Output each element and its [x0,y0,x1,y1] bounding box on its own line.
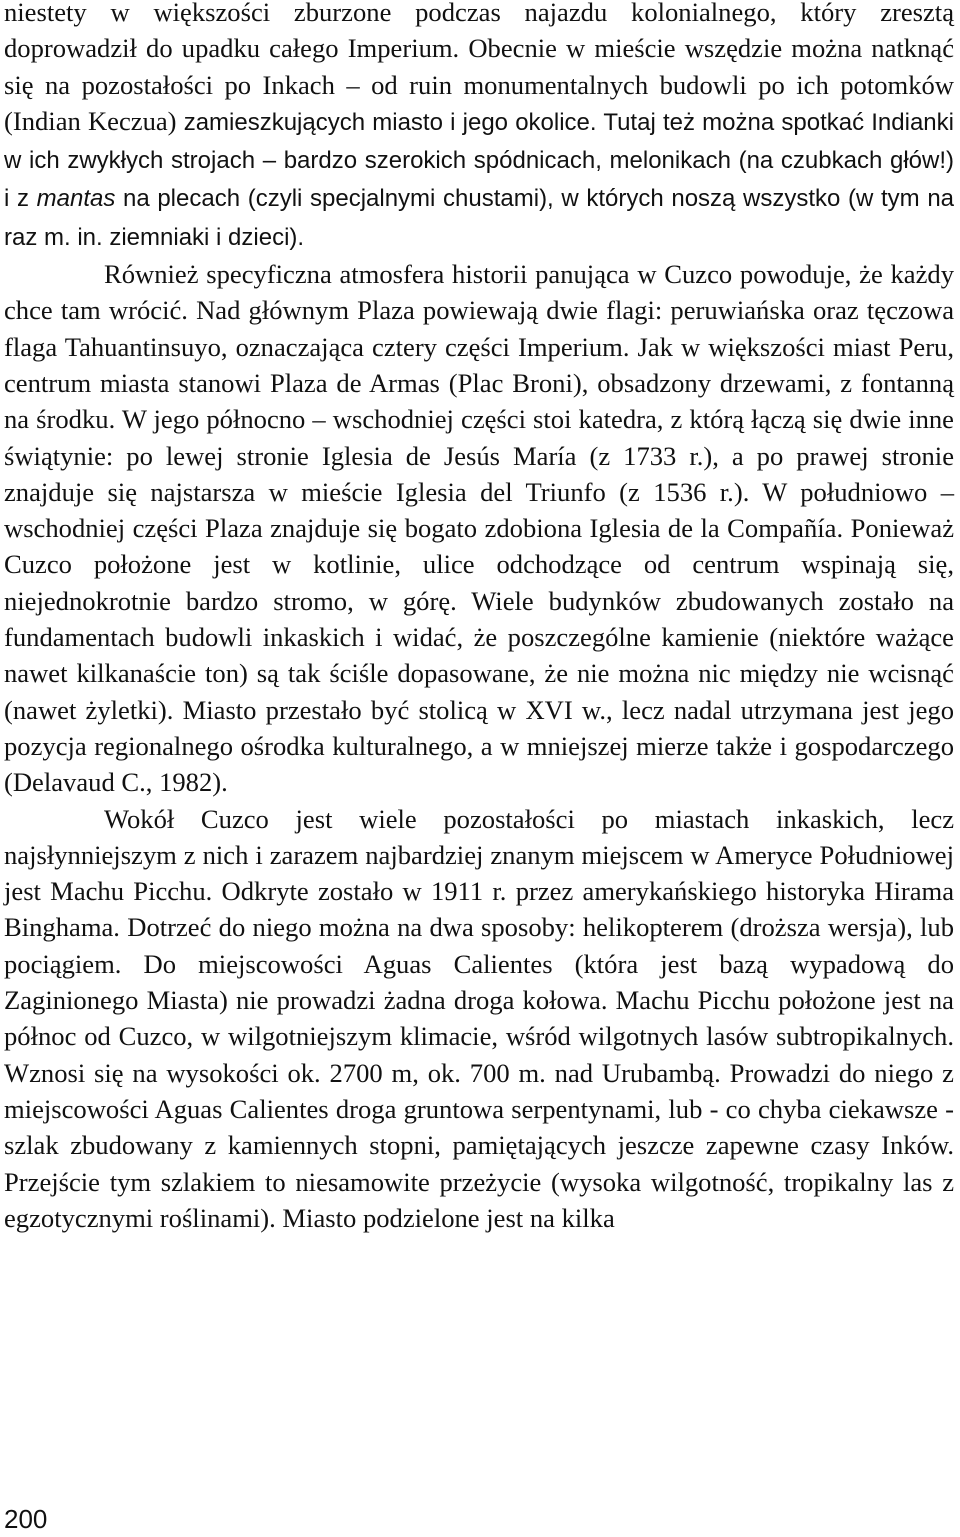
paragraph-1-italic-term: mantas [36,185,116,213]
paragraph-3-text: Wokół Cuzco jest wiele pozostałości po miastach inkaskich, lecz najsłynniejszym z nich i zarazem najbardziej znanym miejscem w Ameryce Południowej jest Machu Picchu. Odkryte zostało w 1911 r. przez amerykańskiego historyka Hirama Binghama. Dotrzeć do niego można na dwa sposoby: helikopterem (droższa wersja), lub pociągiem. Do miejscowości Aguas Calientes (która jest bazą wypadową do Zaginionego Miasta) nie prowadzi żadna droga kołowa. Machu Picchu położone jest na północ od Cuzco, w wilgotniejszym klimacie, wśród wilgotnych lasów subtropikalnych. Wznosi się na wysokości ok. 2700 m, ok. 700 m. nad Urubambą. Prowadzi do niego z miejscowości Aguas Calientes droga gruntowa serpentynami, lub - co chyba ciekawsze - szlak zbudowany z kamiennych stopni, pamiętających jeszcze zapewne czasy Inków. Przejście tym szlakiem to niesamowite przeżycie (wysoka wilgotność, tropikalny las z egzotycznymi roślinami). Miasto podzielone jest na kilka [4,803,954,1233]
paragraph-2-text: Również specyficzna atmosfera historii panująca w Cuzco powoduje, że każdy chce tam wrócić. Nad głównym Plaza powiewają dwie flagi: peruwiańska oraz tęczowa flaga Tahuantinsuyo, oznaczająca cztery części Imperium. Jak w większości miast Peru, centrum miasta stanowi Plaza de Armas (Plac Broni), obsadzony drzewami, z fontanną na środku. W jego północno – wschodniej części stoi katedra, z którą łączą się dwie inne świątynie: po lewej stronie Iglesia de Jesús María (z 1733 r.), a po prawej stronie znajduje się najstarsza w mieście Iglesia del Triunfo (z 1536 r.). W południowo – wschodniej części Plaza znajduje się bogato zdobiona Iglesia de la Compañía. Ponieważ Cuzco położone jest w kotlinie, ulice odchodzące od centrum wspinają się, niejednokrotnie bardzo stromo, w górę. Wiele budynków zbudowanych zostało na fundamentach budowli inkaskich i widać, że poszczególne kamienie (niektóre ważące nawet kilkanaście ton) są tak ściśle dopasowane, że nie można nic między nie wcisnąć (nawet żyletki). Miasto przestało być stolicą w XVI w., lecz nadal utrzymana jest jego pozycja regionalnego ośrodka kulturalnego, a w mniejszej mierze także i gospodarczego (Delavaud C., 1982). [4,259,954,798]
paragraph-1-segment-4: na plecach (czyli specjalnymi chustami), w których noszą wszystko (w tym na raz m. in. ziemniaki i dzieci). [4,185,955,251]
paragraph-1-segment-1: niestety w większości zburzone podczas najazdu kolonialnego, który zresztą doprowadził do upadku całego Imperium. Obecnie w mieście wszędzie można natknąć się na pozostałości po Inkach – od ruin monumentalnych budowli po ich potomków (Indian Keczua) [4,0,954,136]
body-text [4,0,954,1236]
paragraph-1 [4,0,954,256]
paragraph-3 [4,801,954,1237]
page-number: 200 [4,1504,48,1534]
paragraph-2 [4,256,954,800]
paragraph-1-segment-2: zamieszkujących miasto i jego okolice. Tutaj też można spotkać Indianki w ich zwykłych strojach – bardzo szerokich spódnicach, melonikach (na czubkach głów!) i z [4,108,954,213]
